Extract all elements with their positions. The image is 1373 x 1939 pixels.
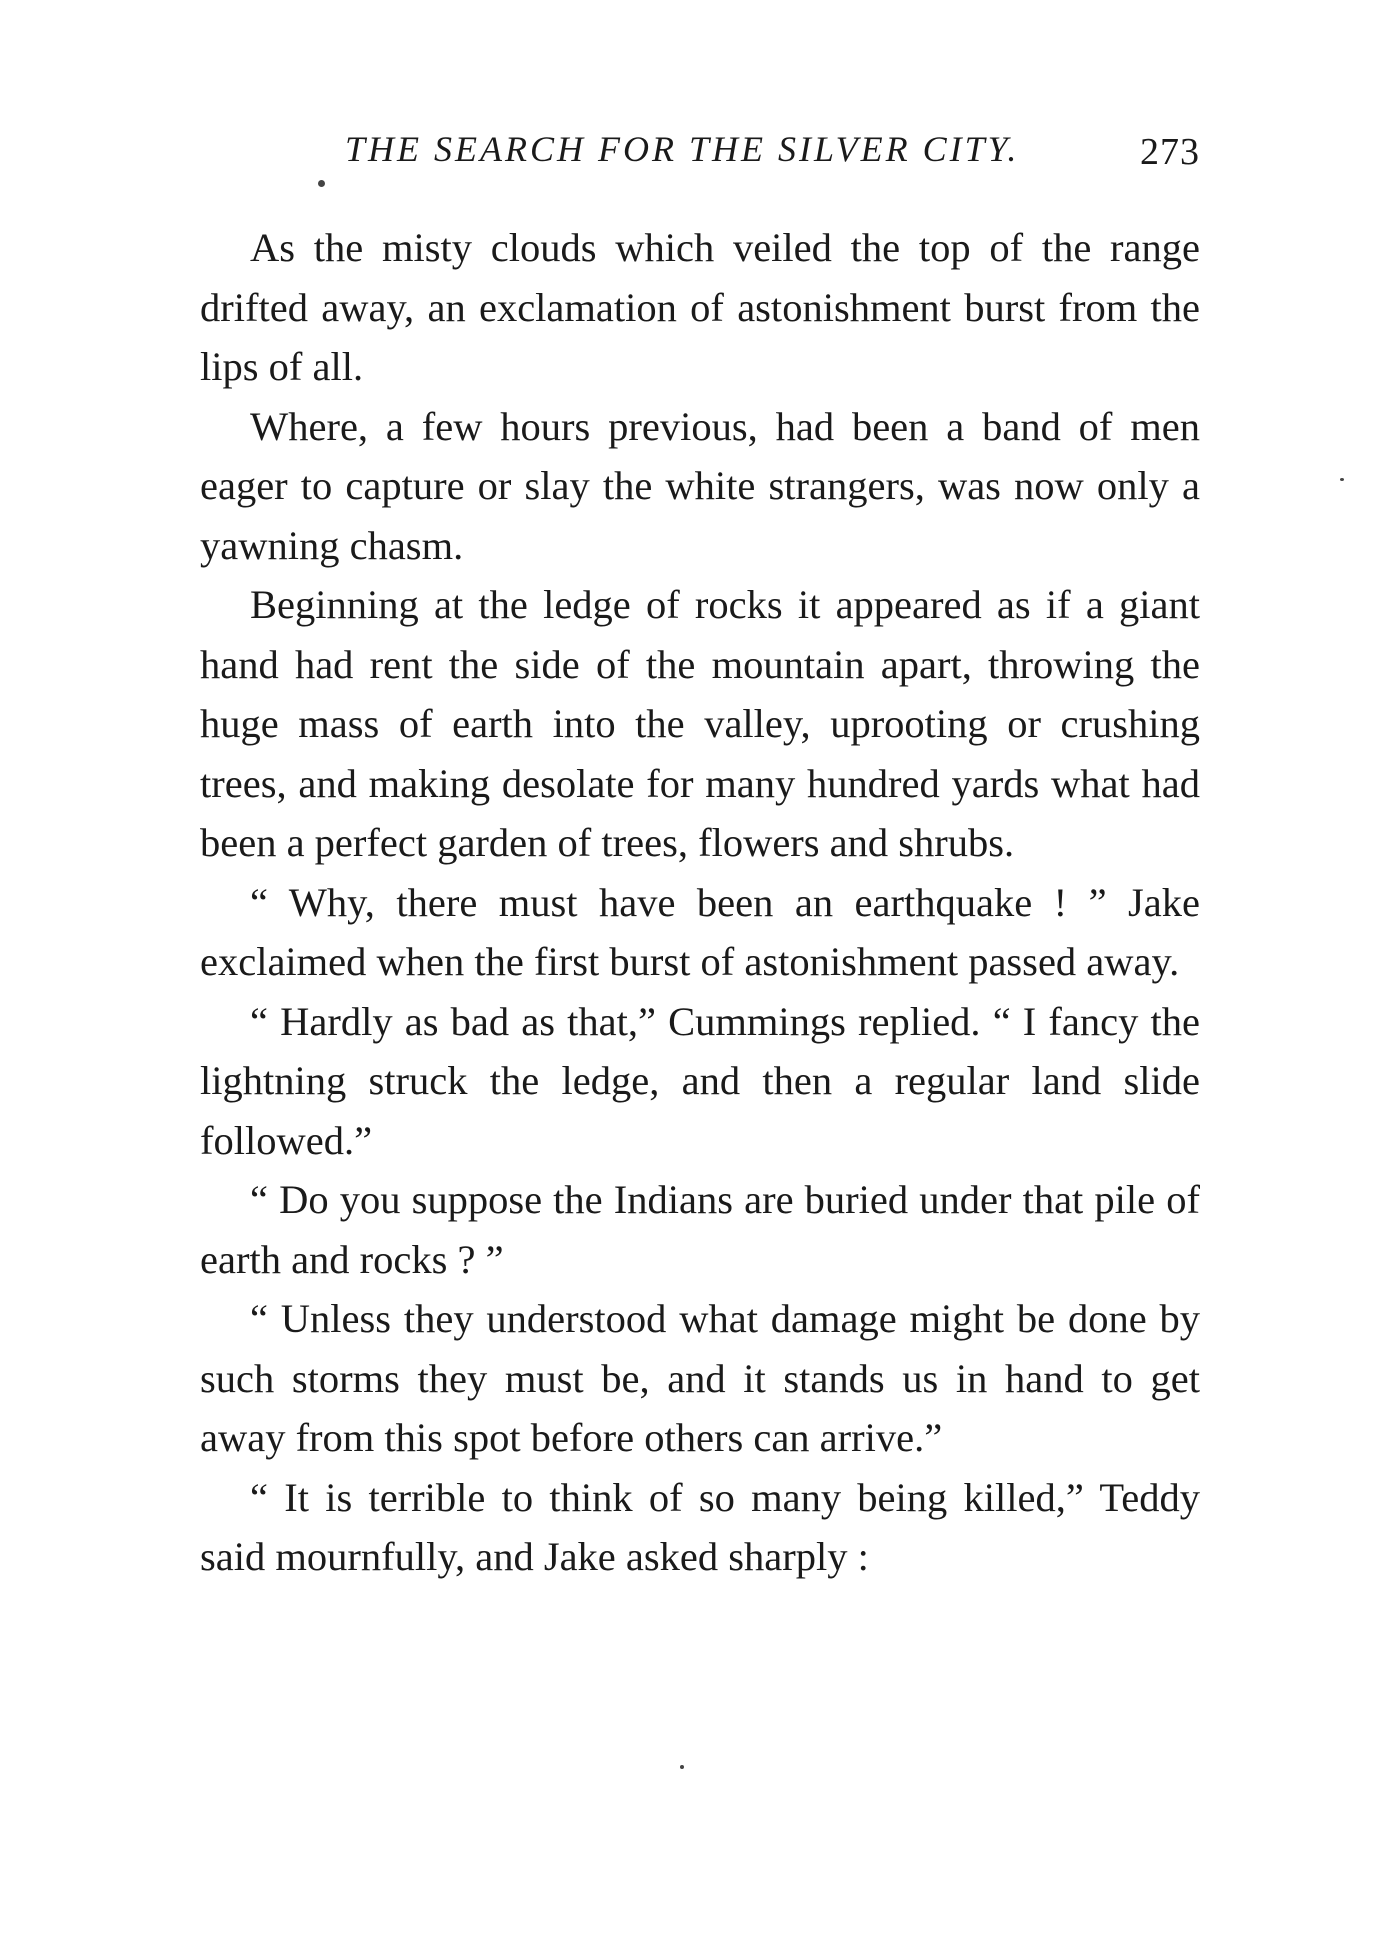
paragraph-1: As the misty clouds which veiled the top of the range drifted away, an exclamation of astonishment burst from the lips of all. [200,225,1200,389]
paper-speck [680,1765,684,1769]
page-number: 273 [1140,131,1200,173]
running-title: THE SEARCH FOR THE SILVER CITY. [345,129,1020,169]
paragraph-5: “ Hardly as bad as that,” Cummings replied. “ I fancy the lightning struck the ledge, and then a regular land slide followed.” [200,998,1200,1163]
paragraph-7: “ Unless they understood what damage might be done by such storms they must be, and it stands us in hand to get away from this spot before others can arrive.” [200,1296,1200,1460]
running-head [200,128,1200,178]
paragraph-2: Where, a few hours previous, had been a band of men eager to capture or slay the white strangers, was now only a yawning chasm. [200,403,1200,568]
paragraph-6: “ Do you suppose the Indians are buried under that pile of earth and rocks ? ” [200,1177,1200,1282]
paragraph-8: “ It is terrible to think of so many being killed,” Teddy said mournfully, and Jake asked sharply : [200,1474,1200,1579]
body-text [200,218,1200,1587]
paragraph-3: Beginning at the ledge of rocks it appeared as if a giant hand had rent the side of the mountain apart, throwing the huge mass of earth into the valley, uprooting or crushing trees, and making desolate for many hundred yards what had been a perfect garden of trees, flowers and shrubs. [200,582,1200,865]
paragraph-4: “ Why, there must have been an earthquake ! ” Jake exclaimed when the first burst of astonishment passed away. [200,879,1200,984]
paper-speck [318,180,325,187]
paper-speck [1340,478,1344,481]
